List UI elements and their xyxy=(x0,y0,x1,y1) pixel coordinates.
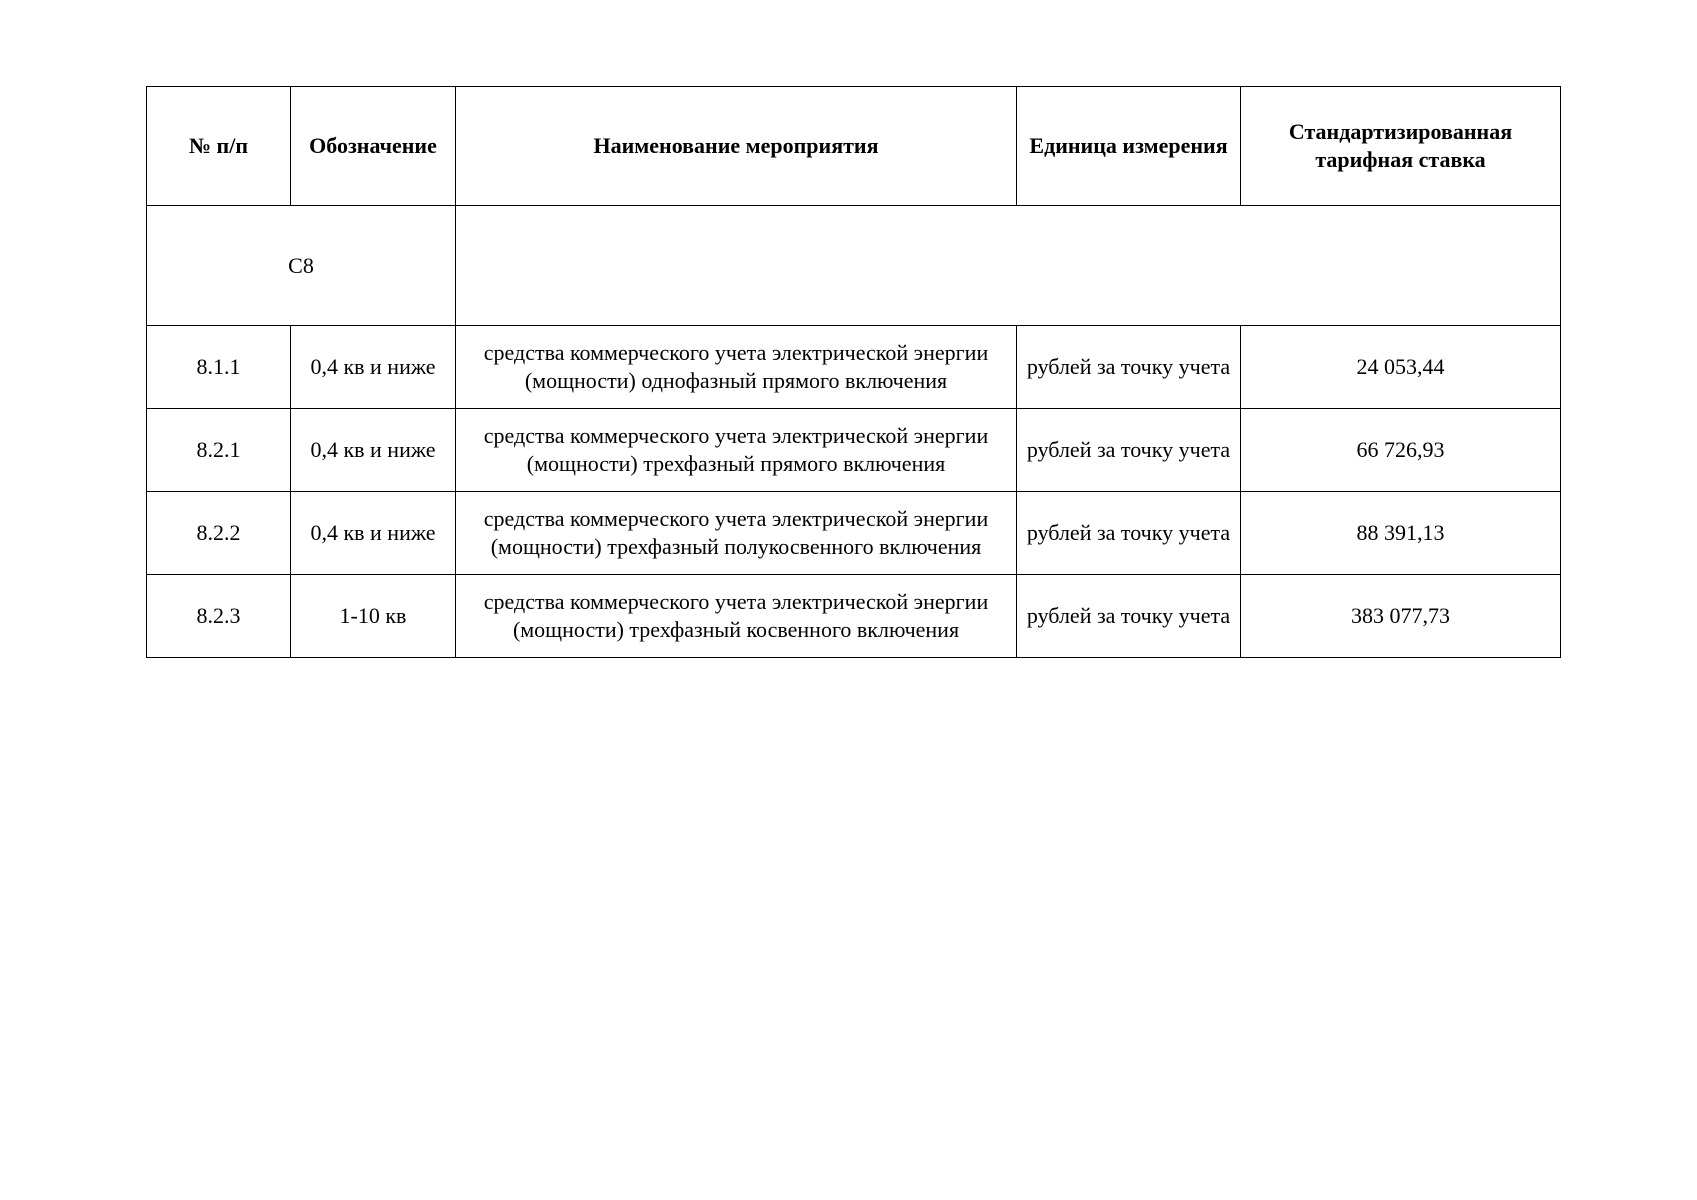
row-number: 8.2.3 xyxy=(147,575,291,658)
row-name: средства коммерческого учета электрической энергии (мощности) однофазный прямого включения xyxy=(456,326,1017,409)
header-designation: Обозначение xyxy=(291,87,456,206)
row-number: 8.2.1 xyxy=(147,409,291,492)
row-designation: 0,4 кв и ниже xyxy=(291,326,456,409)
header-number: № п/п xyxy=(147,87,291,206)
table-row xyxy=(147,492,1561,575)
row-name: средства коммерческого учета электрической энергии (мощности) трехфазный полукосвенного включения xyxy=(456,492,1017,575)
row-name: средства коммерческого учета электрической энергии (мощности) трехфазный косвенного включения xyxy=(456,575,1017,658)
header-rate: Стандартизированная тарифная ставка xyxy=(1241,87,1561,206)
row-number: 8.1.1 xyxy=(147,326,291,409)
row-unit: рублей за точку учета xyxy=(1017,326,1241,409)
group-label: С8 xyxy=(147,206,456,326)
row-designation: 0,4 кв и ниже xyxy=(291,492,456,575)
row-rate: 383 077,73 xyxy=(1241,575,1561,658)
row-designation: 0,4 кв и ниже xyxy=(291,409,456,492)
group-row xyxy=(147,206,1561,326)
row-number: 8.2.2 xyxy=(147,492,291,575)
table-row xyxy=(147,409,1561,492)
header-name: Наименование мероприятия xyxy=(456,87,1017,206)
row-name: средства коммерческого учета электрической энергии (мощности) трехфазный прямого включения xyxy=(456,409,1017,492)
row-unit: рублей за точку учета xyxy=(1017,409,1241,492)
row-rate: 88 391,13 xyxy=(1241,492,1561,575)
row-rate: 24 053,44 xyxy=(1241,326,1561,409)
row-designation: 1-10 кв xyxy=(291,575,456,658)
tariff-table xyxy=(146,86,1561,658)
table-row xyxy=(147,326,1561,409)
header-unit: Единица измерения xyxy=(1017,87,1241,206)
row-unit: рублей за точку учета xyxy=(1017,492,1241,575)
group-description xyxy=(456,206,1561,326)
row-unit: рублей за точку учета xyxy=(1017,575,1241,658)
row-rate: 66 726,93 xyxy=(1241,409,1561,492)
table-row xyxy=(147,575,1561,658)
table-header-row xyxy=(147,87,1561,206)
